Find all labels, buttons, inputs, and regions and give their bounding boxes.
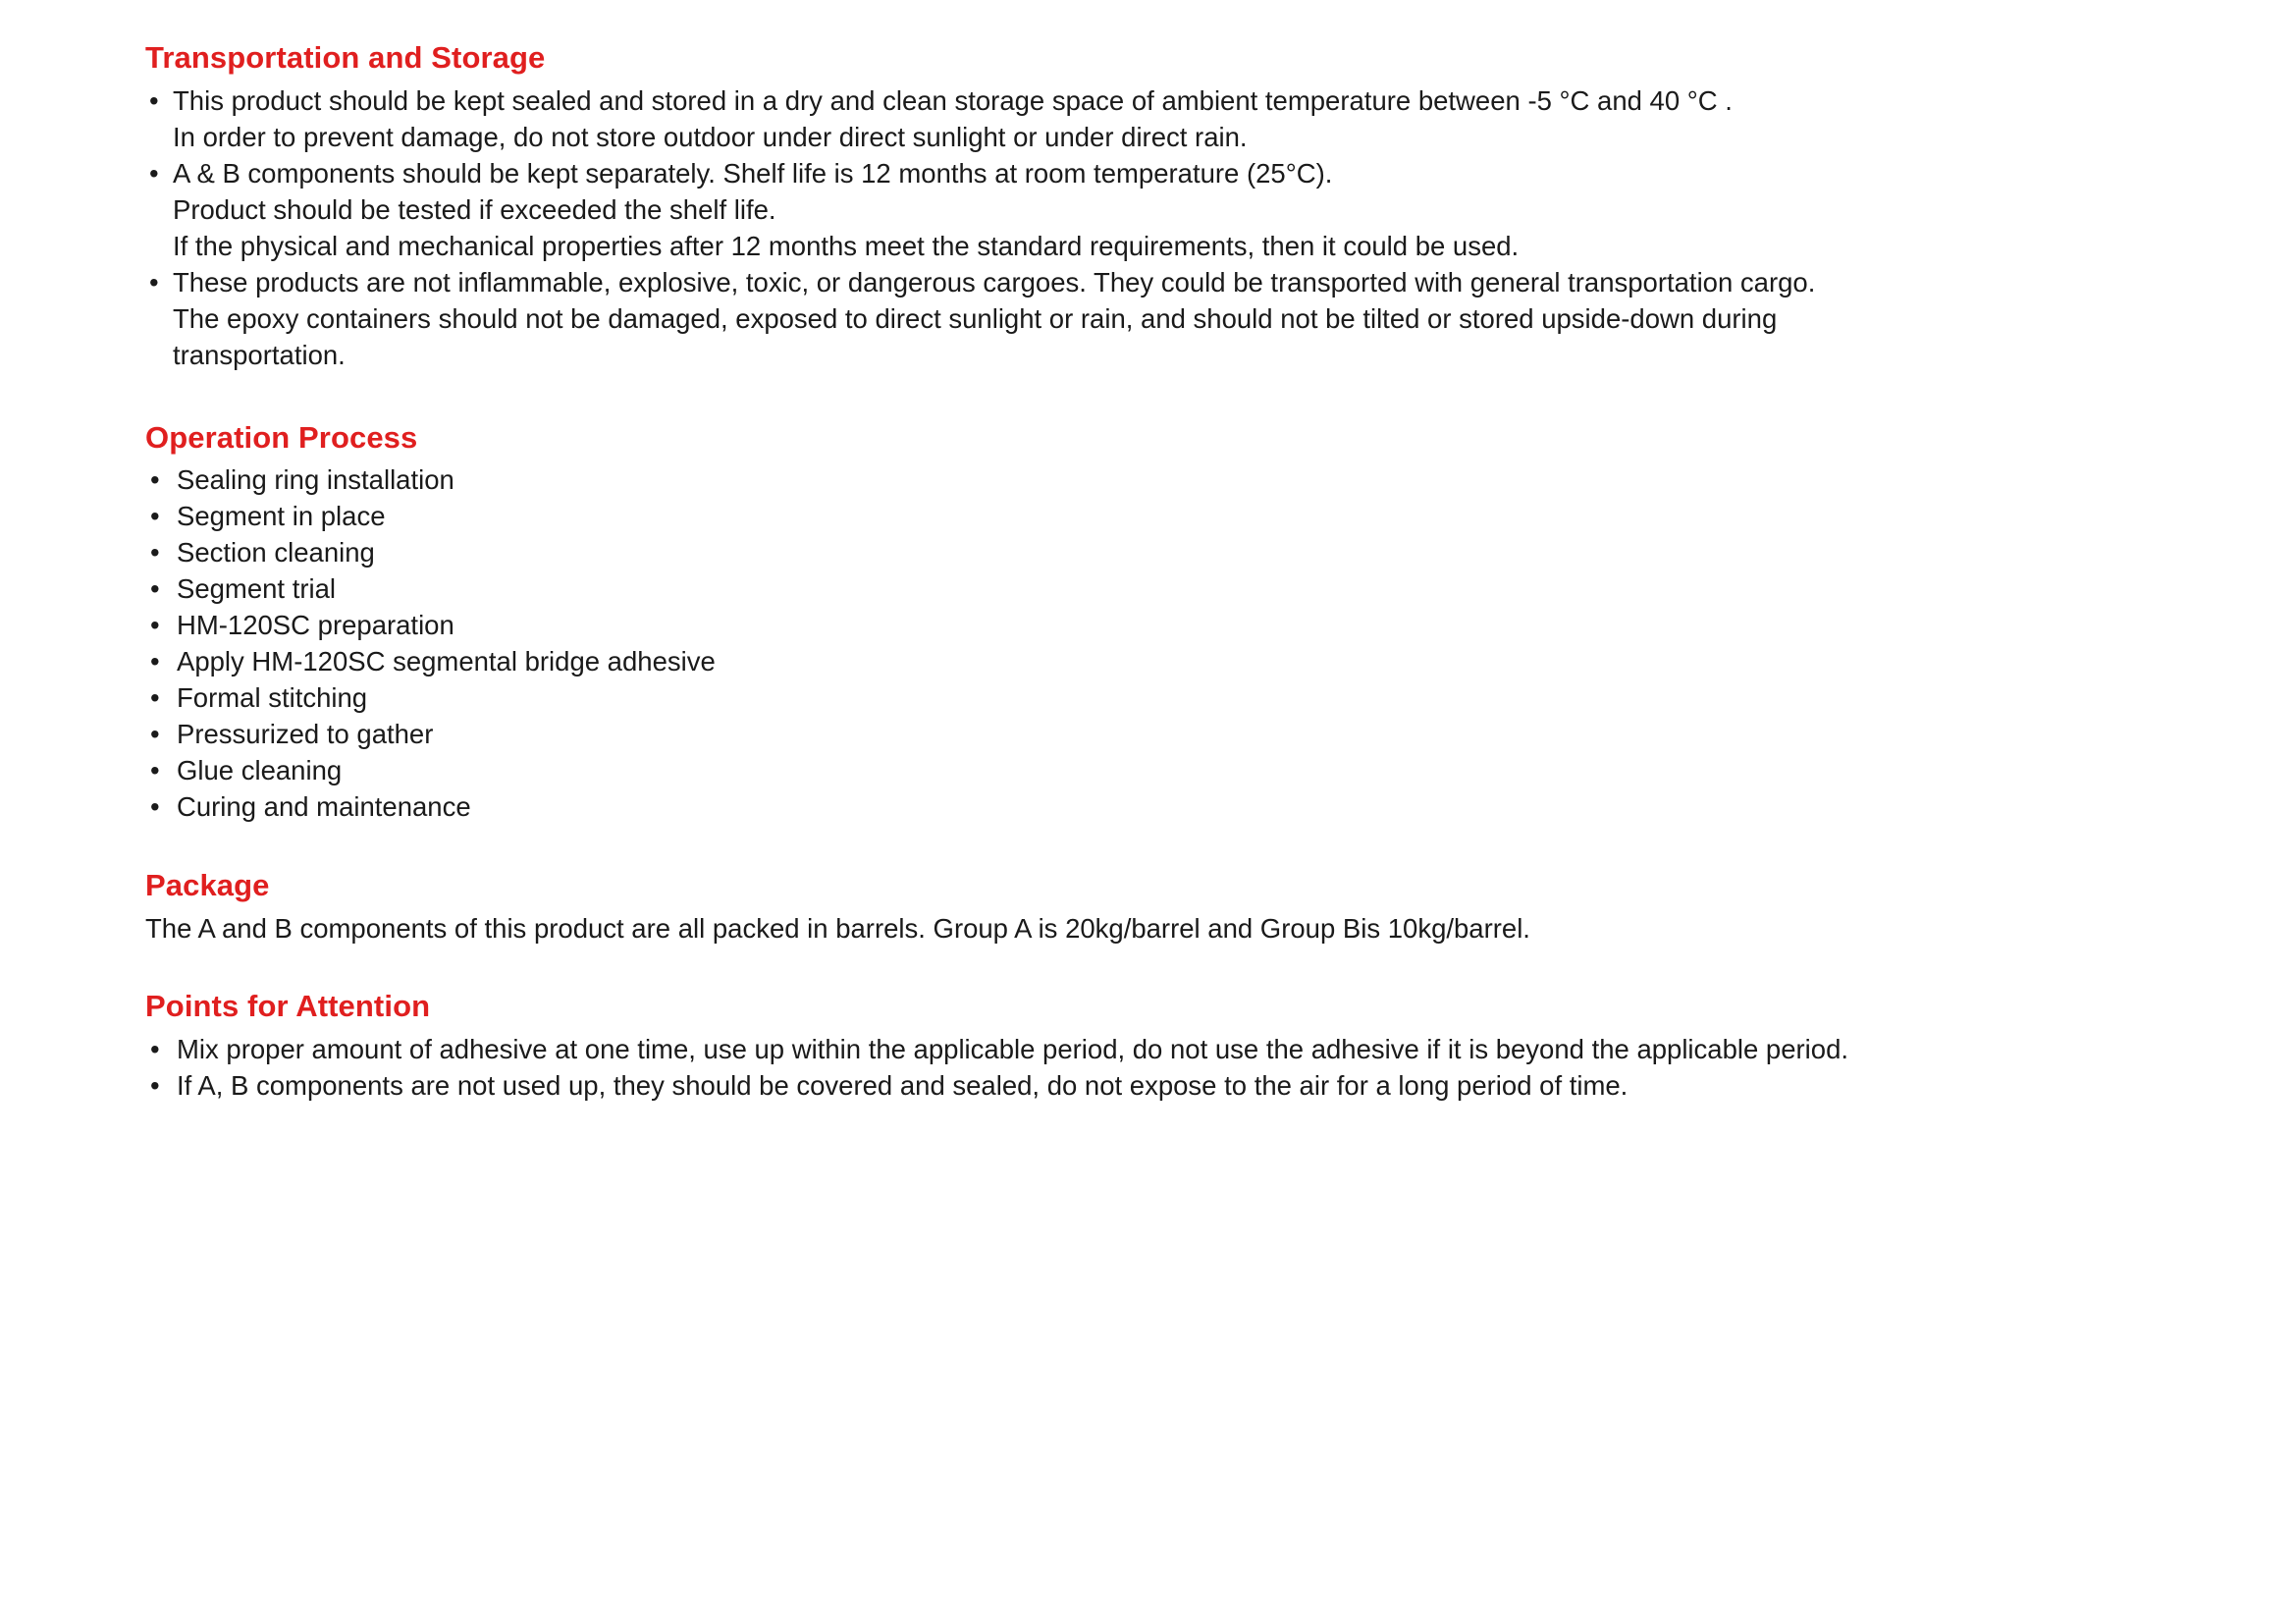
operation-process-list (145, 462, 2178, 826)
list-item (145, 644, 2178, 680)
list-item (145, 608, 2178, 644)
list-item-label: Section cleaning (177, 537, 375, 568)
section-points-for-attention (145, 988, 2178, 1105)
list-item-line: Product should be tested if exceeded the shelf life. (173, 193, 776, 225)
section-title-operation-process: Operation Process (145, 419, 418, 455)
list-item (145, 462, 2178, 499)
list-item-line: A & B components should be kept separately. Shelf life is 12 months at room temperature (25°C). (173, 157, 1333, 189)
bullet-icon: • (150, 610, 160, 641)
section-transportation-and-storage (145, 39, 2178, 374)
list-item-label: Apply HM-120SC segmental bridge adhesive (177, 646, 716, 677)
list-item-line: This product should be kept sealed and stored in a dry and clean storage space of ambient temperature between -5 °C and 40 °C . (173, 84, 1733, 116)
bullet-icon: • (150, 791, 160, 823)
list-item-line: In order to prevent damage, do not store outdoor under direct sunlight or under direct rain. (173, 121, 1248, 152)
list-item (145, 156, 2178, 265)
list-item (145, 535, 2178, 571)
list-item-label: Curing and maintenance (177, 791, 471, 823)
list-item-line: transportation. (173, 339, 346, 370)
list-item-label: Mix proper amount of adhesive at one time, use up within the applicable period, do not use the adhesive if it is beyond the applicable period. (177, 1034, 1849, 1065)
list-item-label: Segment trial (177, 573, 337, 605)
list-item (145, 753, 2178, 789)
bullet-icon: • (150, 573, 160, 605)
list-item (145, 1032, 2178, 1068)
list-item-label: Sealing ring installation (177, 464, 454, 496)
list-item-line: If the physical and mechanical properties after 12 months meet the standard requirements, then it could be used. (173, 230, 1520, 261)
section-title-points-for-attention: Points for Attention (145, 989, 431, 1024)
bullet-icon: • (150, 682, 160, 714)
bullet-icon: • (150, 1034, 160, 1065)
list-item-line: The epoxy containers should not be damaged, exposed to direct sunlight or rain, and should not be tilted or stored upside-down during (173, 302, 1778, 334)
bullet-icon: • (150, 537, 160, 568)
list-item (145, 499, 2178, 535)
list-item-label: If A, B components are not used up, they should be covered and sealed, do not expose to the air for a long period of time. (177, 1070, 1629, 1101)
list-item (145, 265, 2178, 374)
list-item (145, 717, 2178, 753)
list-item-label: Segment in place (177, 501, 386, 532)
bullet-icon: • (149, 157, 159, 189)
section-title-package: Package (145, 868, 270, 903)
list-item (145, 1068, 2178, 1105)
bullet-icon: • (150, 719, 160, 750)
spacer (145, 826, 2178, 867)
list-item-label: Glue cleaning (177, 755, 343, 786)
list-item-label: HM-120SC preparation (177, 610, 454, 641)
list-item-line: These products are not inflammable, explosive, toxic, or dangerous cargoes. They could be transported with general transportation cargo. (173, 266, 1816, 298)
list-item-label: Formal stitching (177, 682, 368, 714)
transportation-bullet-list (145, 83, 2178, 374)
bullet-icon: • (150, 501, 160, 532)
bullet-icon: • (150, 1070, 160, 1101)
points-for-attention-list (145, 1032, 2178, 1105)
section-title-transportation-and-storage: Transportation and Storage (145, 40, 546, 75)
bullet-icon: • (150, 464, 160, 496)
list-item (145, 571, 2178, 608)
list-item-label: Pressurized to gather (177, 719, 434, 750)
package-paragraph: The A and B components of this product are all packed in barrels. Group A is 20kg/barrel and Group Bis 10kg/barrel. (145, 912, 1530, 944)
list-item (145, 83, 2178, 156)
bullet-icon: • (150, 646, 160, 677)
spacer (145, 374, 2178, 419)
list-item (145, 789, 2178, 826)
section-operation-process (145, 419, 2178, 827)
section-package (145, 867, 2178, 947)
list-item (145, 680, 2178, 717)
bullet-icon: • (149, 84, 159, 116)
bullet-icon: • (150, 755, 160, 786)
spacer (145, 947, 2178, 988)
bullet-icon: • (149, 266, 159, 298)
